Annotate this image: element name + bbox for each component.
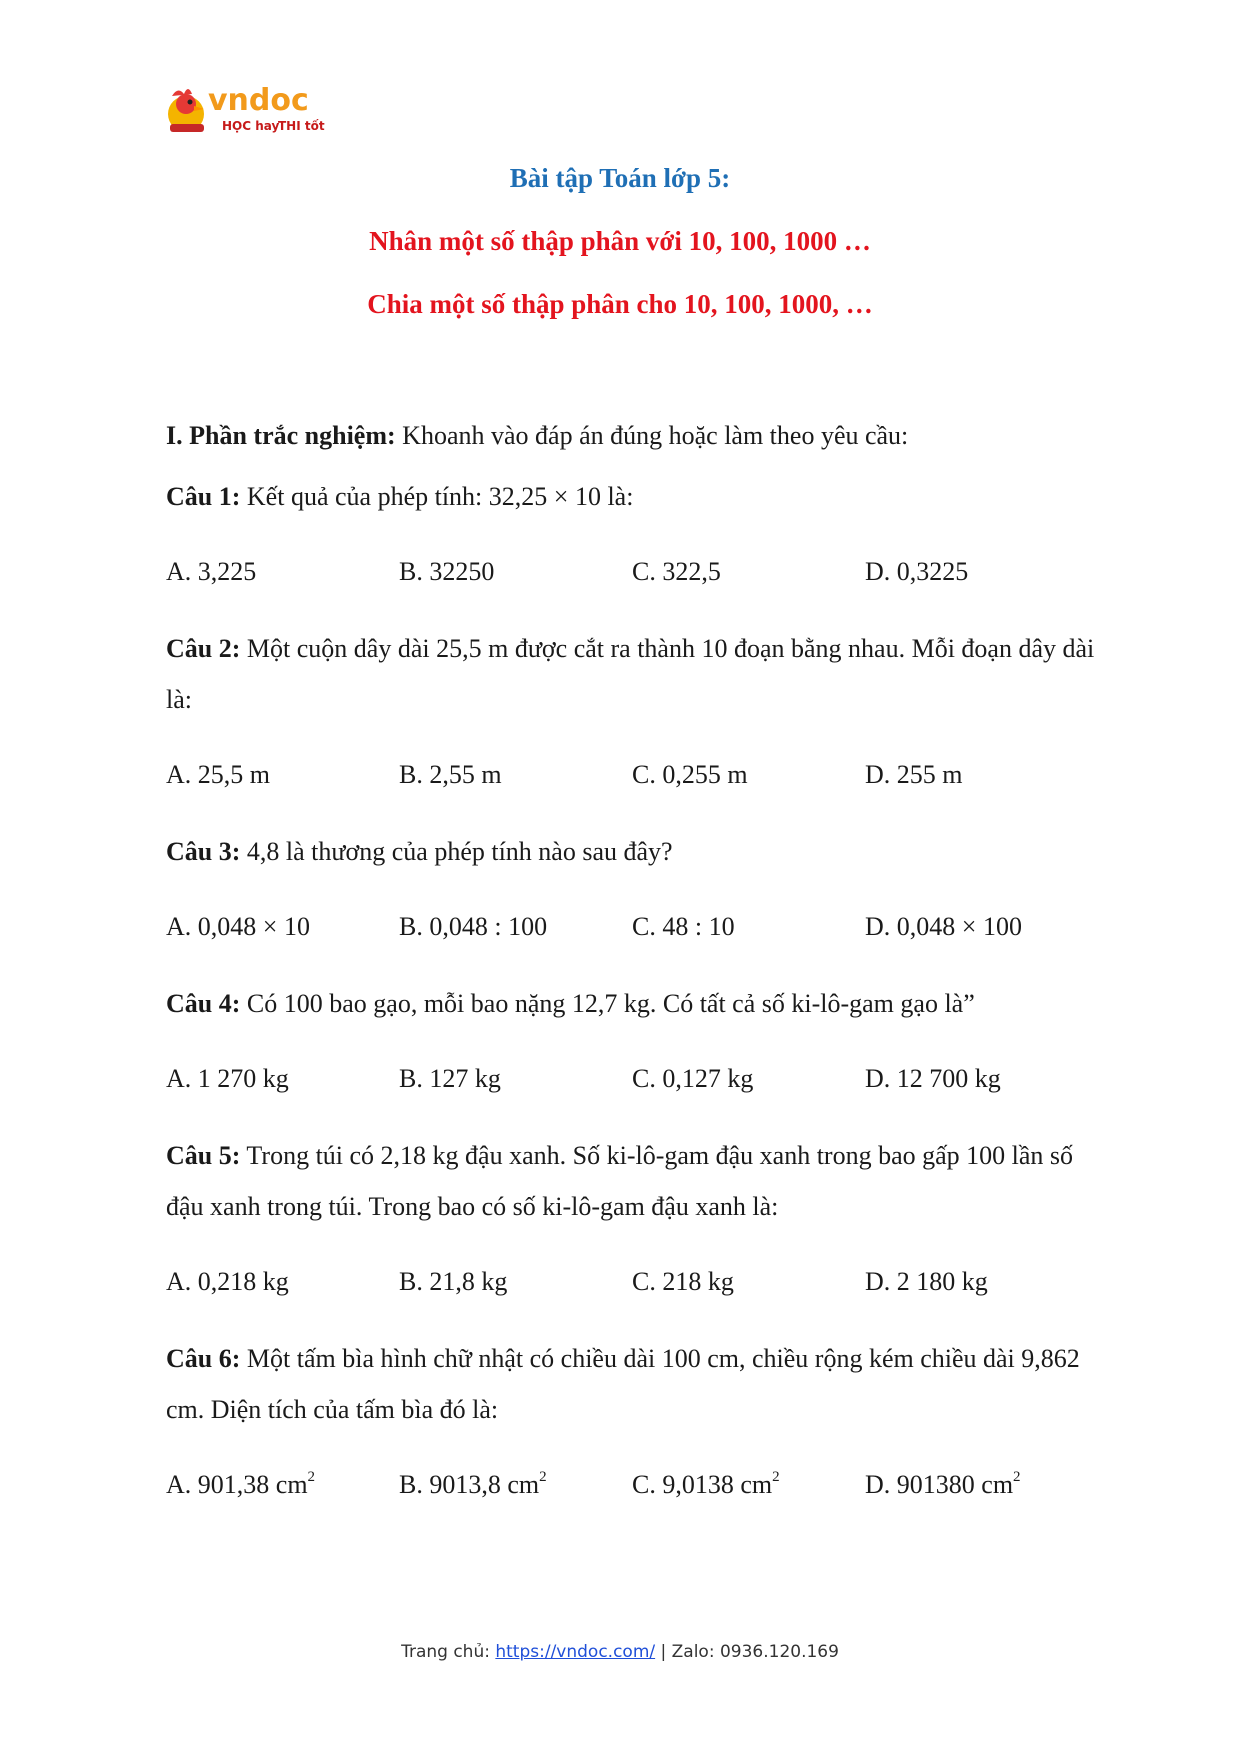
question-5 [166, 1130, 1096, 1232]
answer-option-text: D. 2 180 kg [865, 1267, 988, 1296]
answer-option-text: A. 0,218 kg [166, 1267, 289, 1296]
answer-option-text: A. 1 270 kg [166, 1064, 289, 1093]
question-stem [166, 623, 1096, 725]
page-title: Bài tập Toán lớp 5: [509, 163, 731, 193]
answer-option[interactable] [632, 1256, 865, 1307]
answer-option[interactable] [166, 1459, 399, 1510]
question-stem [166, 978, 1096, 1029]
question-label: Câu 5: [166, 1141, 241, 1170]
answer-option[interactable] [632, 901, 865, 952]
question-text: Trong túi có 2,18 kg đậu xanh. Số ki-lô-gam đậu xanh trong bao gấp 100 lần số đậu xanh trong túi. Trong bao có số ki-lô-gam đậu xanh là: [166, 1141, 1074, 1221]
question-stem [166, 1333, 1096, 1435]
answer-option-text: D. 0,3225 [865, 557, 969, 586]
answer-options [166, 1053, 1096, 1104]
answer-option[interactable] [632, 749, 865, 800]
answer-option[interactable] [166, 1053, 399, 1104]
answer-option[interactable] [399, 1459, 632, 1510]
answer-option-text: C. 0,127 kg [632, 1064, 754, 1093]
question-4 [166, 978, 1096, 1029]
question-3 [166, 826, 1096, 877]
answer-option[interactable] [399, 749, 632, 800]
answer-option-text: C. 218 kg [632, 1267, 734, 1296]
answer-options [166, 749, 1096, 800]
answer-options [166, 1256, 1096, 1307]
answer-option[interactable] [632, 1053, 865, 1104]
question-list [166, 471, 1096, 1510]
answer-option-text: D. 0,048 × 100 [865, 912, 1022, 941]
answer-option[interactable] [865, 1256, 1098, 1307]
answer-option-text: D. 12 700 kg [865, 1064, 1001, 1093]
question-label: Câu 1: [166, 482, 241, 511]
question-label: Câu 2: [166, 634, 241, 663]
answer-option[interactable] [865, 546, 1098, 597]
page-footer [0, 1642, 1240, 1662]
answer-option[interactable] [632, 1459, 865, 1510]
answer-option[interactable] [865, 1053, 1098, 1104]
answer-option-text: B. 0,048 : 100 [399, 912, 548, 941]
answer-option[interactable] [399, 1256, 632, 1307]
answer-option-text: B. 127 kg [399, 1064, 501, 1093]
question-stem [166, 471, 1096, 522]
question-text: Kết quả của phép tính: 32,25 × 10 là: [240, 482, 634, 511]
answer-option[interactable] [166, 901, 399, 952]
answer-option-text: B. 32250 [399, 557, 495, 586]
footer-prefix: Trang chủ: [401, 1642, 496, 1662]
question-text: Có 100 bao gạo, mỗi bao nặng 12,7 kg. Có tất cả số ki-lô-gam gạo là” [240, 989, 975, 1018]
answer-option-text: B. 9013,8 cm [399, 1470, 540, 1499]
homepage-link[interactable]: https://vndoc.com/ [495, 1642, 656, 1662]
answer-option[interactable] [399, 546, 632, 597]
question-label: Câu 6: [166, 1344, 241, 1373]
answer-option-text: C. 48 : 10 [632, 912, 735, 941]
answer-option[interactable] [166, 546, 399, 597]
answer-option[interactable] [865, 749, 1098, 800]
section-instruction: Khoanh vào đáp án đúng hoặc làm theo yêu cầu: [395, 421, 909, 450]
question-stem [166, 826, 1096, 877]
question-1 [166, 471, 1096, 522]
answer-options [166, 546, 1096, 597]
answer-option-text: B. 21,8 kg [399, 1267, 508, 1296]
answer-option-text: C. 322,5 [632, 557, 721, 586]
footer-contact: | Zalo: 0936.120.169 [655, 1642, 839, 1662]
answer-option[interactable] [632, 546, 865, 597]
answer-option-text: D. 901380 cm [865, 1470, 1014, 1499]
answer-option[interactable] [399, 1053, 632, 1104]
question-text: Một cuộn dây dài 25,5 m được cắt ra thành 10 đoạn bằng nhau. Mỗi đoạn dây dài là: [166, 634, 1095, 714]
answer-option-text: A. 3,225 [166, 557, 257, 586]
answer-option-text: A. 0,048 × 10 [166, 912, 310, 941]
worksheet-content [166, 410, 1096, 1536]
question-text: 4,8 là thương của phép tính nào sau đây? [240, 837, 673, 866]
logo-mascot-icon [164, 82, 334, 138]
answer-option-text: A. 901,38 cm [166, 1470, 308, 1499]
answer-option[interactable] [399, 901, 632, 952]
question-6 [166, 1333, 1096, 1435]
answer-options [166, 901, 1096, 952]
logo-tagline-2: THI tốt [278, 119, 325, 133]
answer-option[interactable] [166, 1256, 399, 1307]
answer-option-text: B. 2,55 m [399, 760, 502, 789]
section-label: I. Phần trắc nghiệm: [166, 421, 396, 450]
answer-option[interactable] [865, 901, 1098, 952]
unit-superscript: 2 [1013, 1469, 1021, 1486]
unit-superscript: 2 [539, 1469, 547, 1486]
section-heading [166, 410, 1096, 461]
answer-option-text: D. 255 m [865, 760, 963, 789]
answer-option-text: C. 9,0138 cm [632, 1470, 773, 1499]
answer-option[interactable] [166, 749, 399, 800]
answer-option[interactable] [865, 1459, 1098, 1510]
unit-superscript: 2 [772, 1469, 780, 1486]
question-label: Câu 4: [166, 989, 241, 1018]
question-2 [166, 623, 1096, 725]
logo-brand: vndoc [208, 83, 309, 118]
question-label: Câu 3: [166, 837, 241, 866]
logo-tagline-1: HỌC hay [222, 119, 280, 133]
answer-option-text: A. 25,5 m [166, 760, 270, 789]
subtitle-divide: Chia một số thập phân cho 10, 100, 1000, … [367, 289, 873, 319]
question-text: Một tấm bìa hình chữ nhật có chiều dài 100 cm, chiều rộng kém chiều dài 9,862 cm. Diện tích của tấm bìa đó là: [166, 1344, 1080, 1424]
unit-superscript: 2 [307, 1469, 316, 1486]
answer-option-text: C. 0,255 m [632, 760, 748, 789]
answer-options [166, 1459, 1096, 1510]
question-stem [166, 1130, 1096, 1232]
subtitle-multiply: Nhân một số thập phân với 10, 100, 1000 … [369, 226, 871, 256]
vndoc-logo[interactable] [164, 82, 334, 138]
